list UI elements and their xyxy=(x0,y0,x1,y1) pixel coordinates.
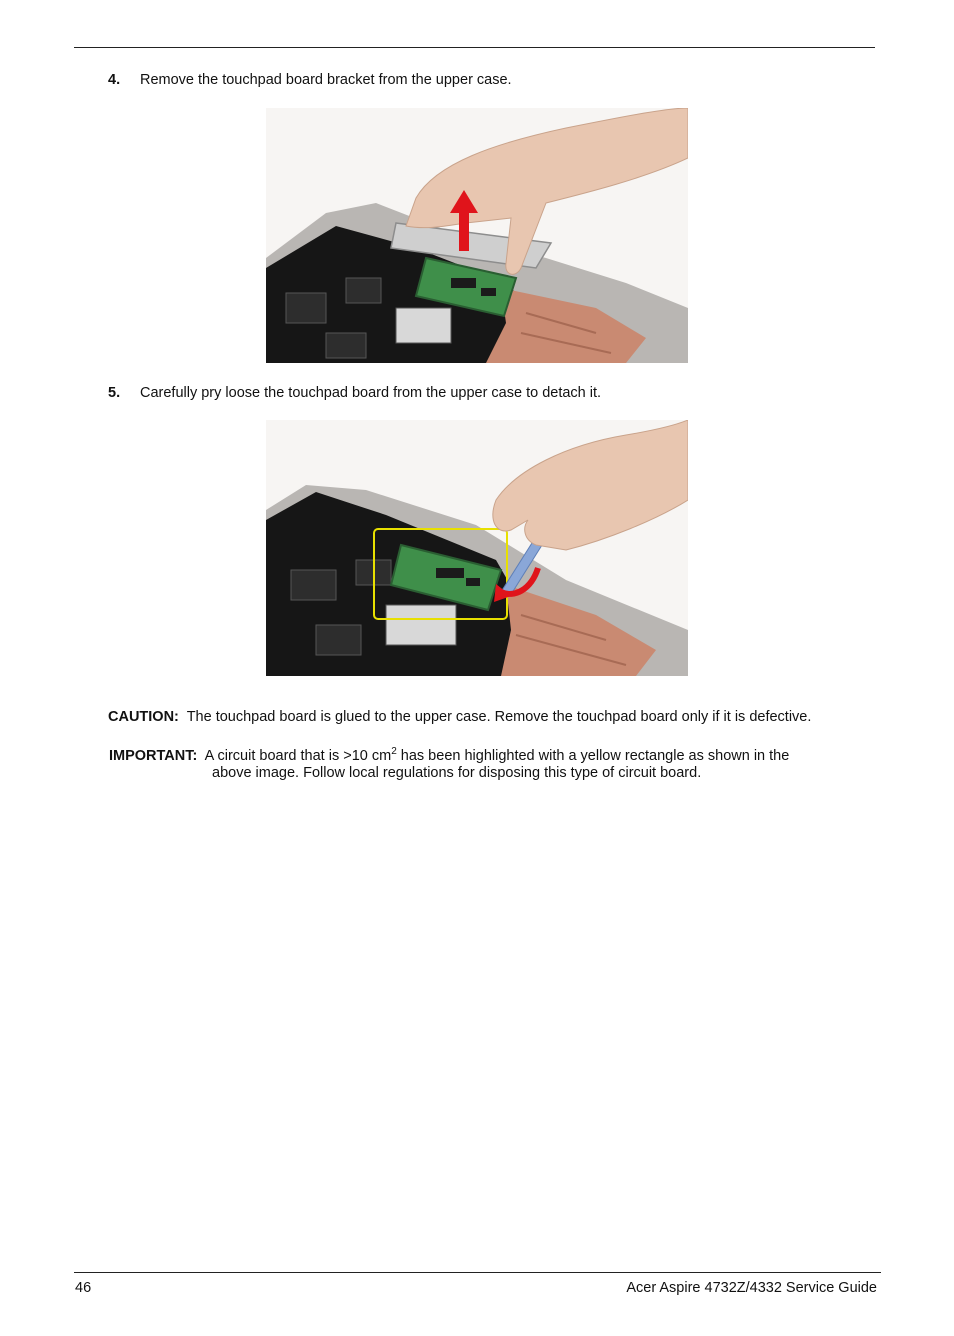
photo-pry-board xyxy=(266,420,688,676)
important-superscript: 2 xyxy=(391,746,397,757)
photo-remove-bracket xyxy=(266,108,688,363)
important-text-after: has been highlighted with a yellow rectangle as shown in the xyxy=(396,747,790,764)
important-note-line2: above image. Follow local regulations for disposing this type of circuit board. xyxy=(212,765,702,781)
step-text: Remove the touchpad board bracket from the upper case. xyxy=(140,72,512,88)
step-number: 4. xyxy=(108,72,121,88)
important-text-before: A circuit board that is >10 cm xyxy=(204,747,392,764)
page-number: 46 xyxy=(75,1280,92,1296)
important-label: IMPORTANT: xyxy=(109,747,198,764)
step-number: 5. xyxy=(108,385,121,401)
caution-text: The touchpad board is glued to the upper case. Remove the touchpad board only if it is defective. xyxy=(186,709,812,725)
caution-label: CAUTION: xyxy=(108,709,179,725)
header-rule xyxy=(74,47,875,48)
illustration-bracket-removal xyxy=(266,108,688,363)
caution-note xyxy=(108,707,811,727)
illustration-pry-touchpad xyxy=(266,420,688,676)
step-4 xyxy=(108,72,512,88)
step-5 xyxy=(108,385,601,401)
footer-rule xyxy=(74,1272,881,1273)
footer-title: Acer Aspire 4732Z/4332 Service Guide xyxy=(626,1280,877,1296)
step-text: Carefully pry loose the touchpad board from the upper case to detach it. xyxy=(140,385,602,401)
